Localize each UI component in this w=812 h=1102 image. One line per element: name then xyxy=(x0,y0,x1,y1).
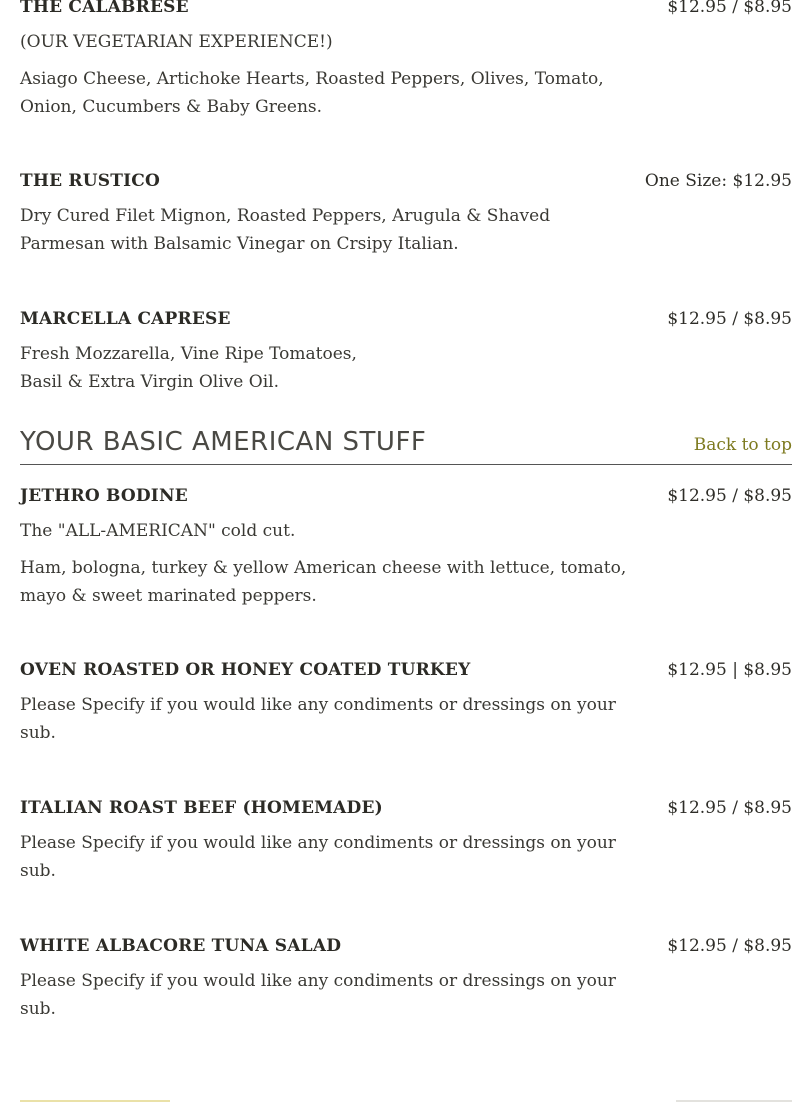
item-description: Please Specify if you would like any condiments or dressings on your sub. xyxy=(20,971,616,1019)
item-description: Please Specify if you would like any condiments or dressings on your sub. xyxy=(20,833,616,881)
item-description: Ham, bologna, turkey & yellow American cheese with lettuce, tomato, mayo & sweet marinated peppers. xyxy=(20,558,627,606)
item-name: MARCELLA CAPRESE xyxy=(20,309,231,329)
item-description-line: Fresh Mozzarella, Vine Ripe Tomatoes, xyxy=(20,344,357,364)
item-price: $12.95 / $8.95 xyxy=(667,0,792,17)
item-description: Please Specify if you would like any condiments or dressings on your sub. xyxy=(20,695,616,743)
menu-item-jethro-bodine xyxy=(20,480,792,654)
item-name: ITALIAN ROAST BEEF (HOMEMADE) xyxy=(20,798,383,818)
item-price: $12.95 / $8.95 xyxy=(667,798,792,818)
item-description: Asiago Cheese, Artichoke Hearts, Roasted Peppers, Olives, Tomato, Onion, Cucumbers & Baby Greens. xyxy=(20,69,604,117)
item-name: THE CALABRESE xyxy=(20,0,189,17)
item-description-line: Basil & Extra Virgin Olive Oil. xyxy=(20,372,279,392)
menu-item-partial xyxy=(20,1094,792,1102)
item-header xyxy=(20,654,792,686)
item-header xyxy=(20,792,792,824)
item-name: WHITE ALBACORE TUNA SALAD xyxy=(20,936,342,956)
section-header xyxy=(20,420,792,465)
item-price: One Size: $12.95 xyxy=(644,171,792,191)
menu-item-tuna-salad xyxy=(20,930,792,1050)
item-header xyxy=(20,480,792,512)
section-title: YOUR BASIC AMERICAN STUFF xyxy=(20,427,427,457)
item-price: $12.95 / $8.95 xyxy=(667,936,792,956)
menu-page xyxy=(20,0,792,1050)
item-description xyxy=(20,340,620,396)
item-price: $12.95 / $8.95 xyxy=(667,309,792,329)
item-description: Dry Cured Filet Mignon, Roasted Peppers, Arugula & Shaved Parmesan with Balsamic Vinegar on Crsipy Italian. xyxy=(20,206,551,254)
menu-item-calabrese xyxy=(20,0,792,165)
menu-item-turkey xyxy=(20,654,792,792)
menu-item-marcella-caprese xyxy=(20,303,792,420)
item-subtitle: (OUR VEGETARIAN EXPERIENCE!) xyxy=(20,32,333,52)
item-header xyxy=(20,0,792,23)
back-to-top-link[interactable]: Back to top xyxy=(693,435,792,455)
item-name: OVEN ROASTED OR HONEY COATED TURKEY xyxy=(20,660,471,680)
item-subtitle: The "ALL-AMERICAN" cold cut. xyxy=(20,521,296,541)
item-header xyxy=(20,303,792,335)
menu-item-italian-roast-beef xyxy=(20,792,792,930)
item-header xyxy=(20,930,792,962)
item-name: JETHRO BODINE xyxy=(20,486,188,506)
item-price: $12.95 / $8.95 xyxy=(667,486,792,506)
item-header xyxy=(20,165,792,197)
item-price: $12.95 | $8.95 xyxy=(667,660,792,680)
item-name: THE RUSTICO xyxy=(20,171,160,191)
menu-item-rustico xyxy=(20,165,792,303)
